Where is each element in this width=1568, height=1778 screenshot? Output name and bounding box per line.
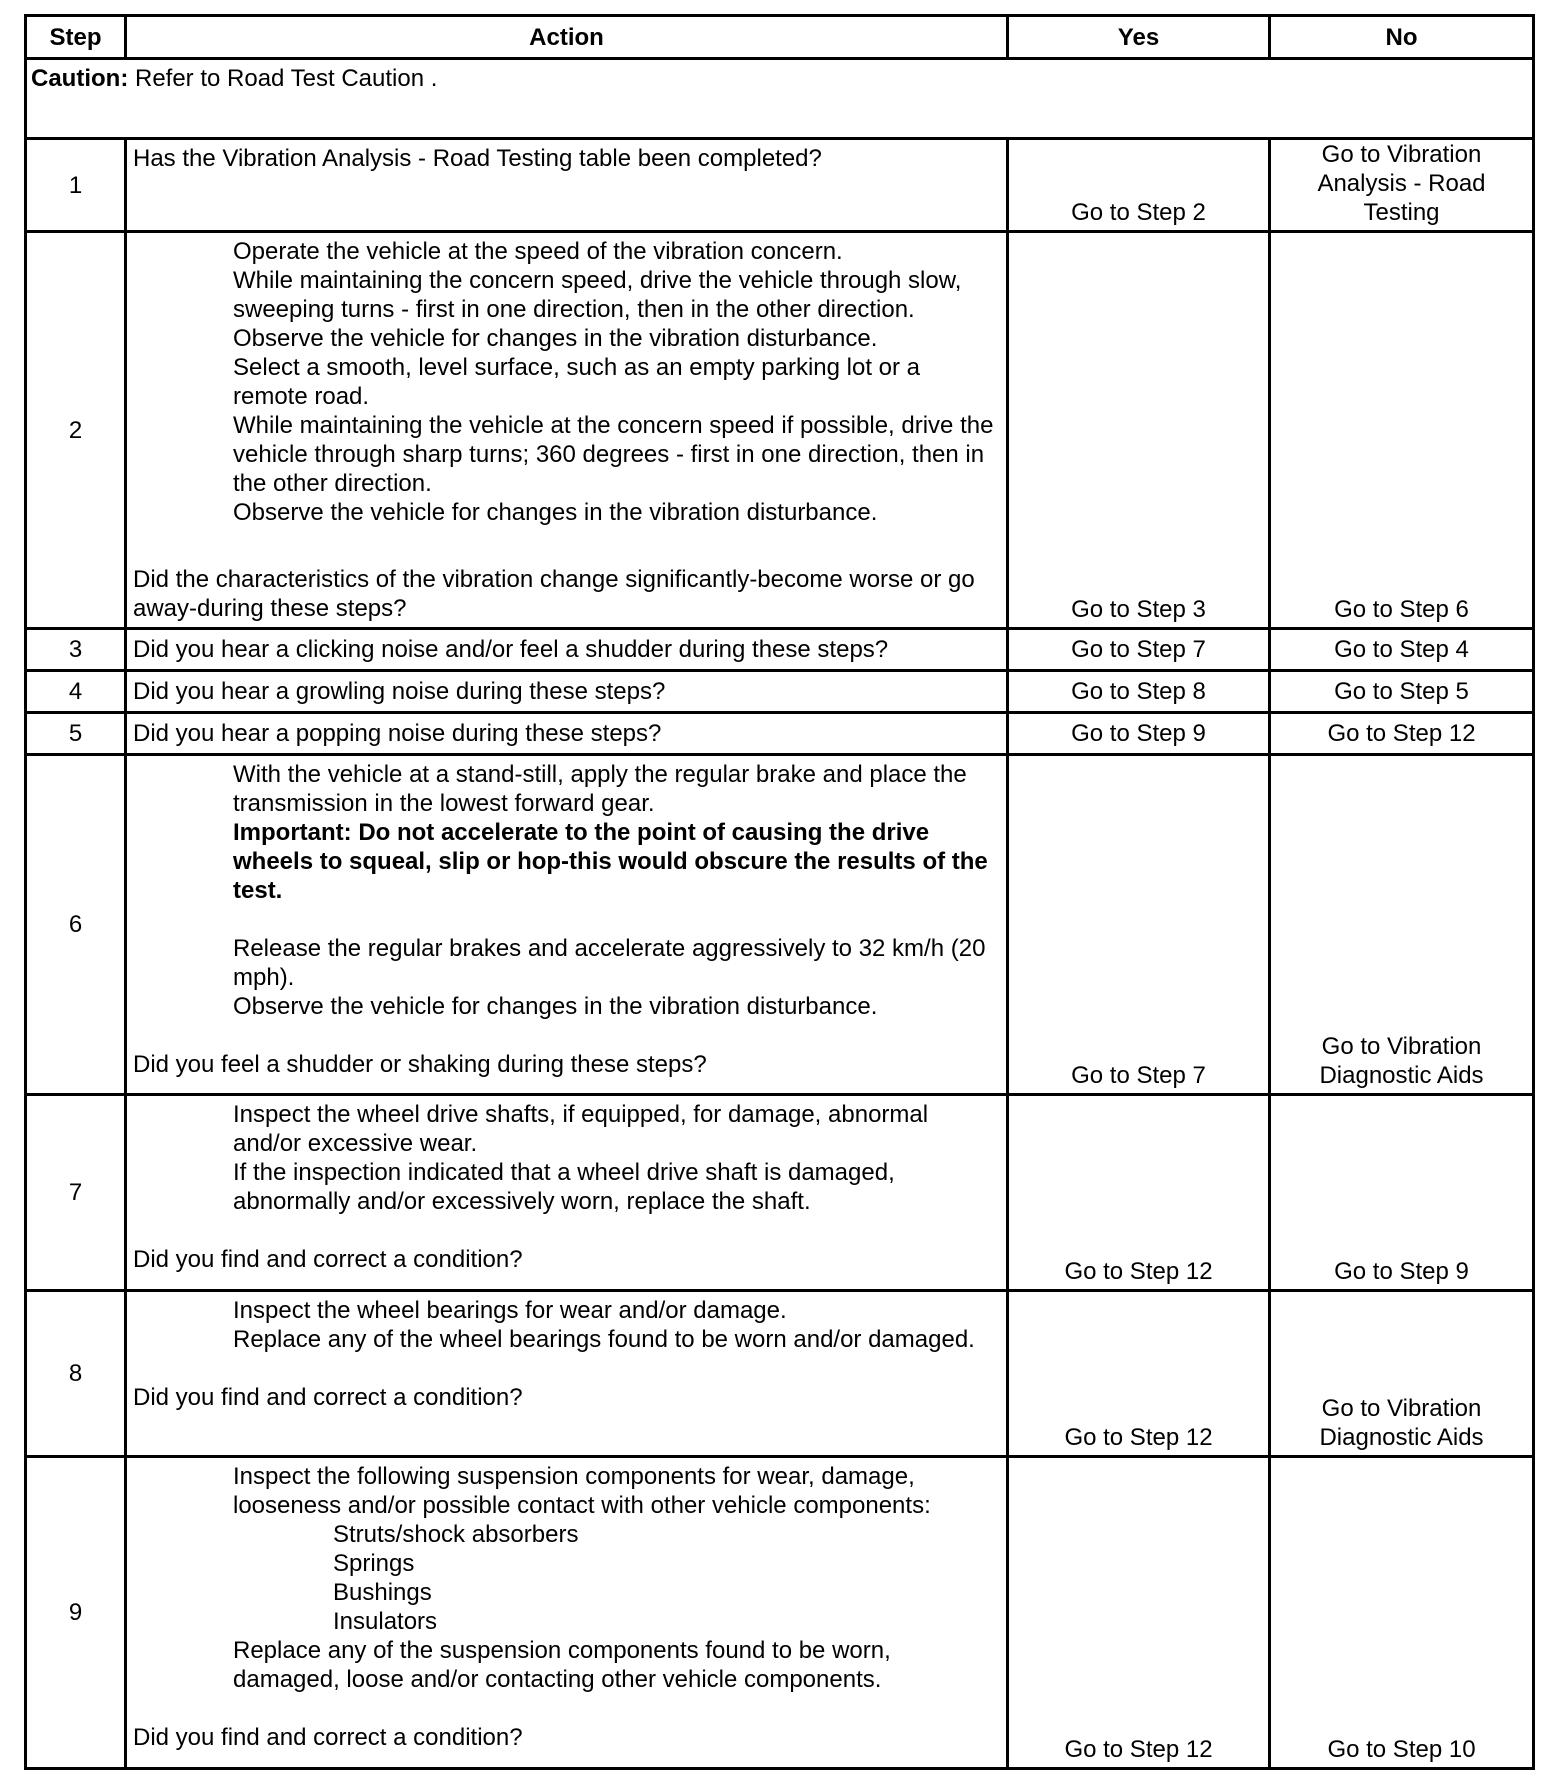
sub-item: Springs bbox=[333, 1550, 415, 1577]
yes-cell: Go to Step 3 bbox=[1008, 232, 1270, 629]
action-cell bbox=[126, 232, 1008, 629]
question: Did you hear a clicking noise and/or feel a shudder during these steps? bbox=[133, 636, 889, 663]
instruction: Observe the vehicle for changes in the vibration disturbance. bbox=[233, 993, 878, 1020]
no-cell: Go to Step 10 bbox=[1270, 1457, 1534, 1769]
question: Has the Vibration Analysis - Road Testing table been completed? bbox=[133, 145, 822, 172]
table-row bbox=[26, 1291, 1534, 1457]
instruction: Replace any of the suspension components found to be worn, damaged, loose and/or contacting other vehicle components. bbox=[233, 1637, 891, 1693]
caution-cell bbox=[26, 59, 1534, 139]
action-cell bbox=[126, 139, 1008, 232]
instruction: Observe the vehicle for changes in the vibration disturbance. bbox=[233, 499, 878, 526]
instruction: Operate the vehicle at the speed of the vibration concern. bbox=[233, 238, 843, 265]
instruction: Inspect the following suspension components for wear, damage, looseness and/or possible contact with other vehicle components: bbox=[233, 1463, 931, 1519]
no-cell: Go to Vibration Analysis - Road Testing bbox=[1270, 139, 1534, 232]
action-cell bbox=[126, 713, 1008, 755]
diagnostic-table bbox=[24, 14, 1535, 1770]
instruction: With the vehicle at a stand-still, apply the regular brake and place the transmission in the lowest forward gear. bbox=[233, 761, 967, 817]
question: Did you hear a growling noise during these steps? bbox=[133, 678, 666, 705]
step-number: 7 bbox=[26, 1095, 126, 1291]
action-cell bbox=[126, 629, 1008, 671]
step-number: 5 bbox=[26, 713, 126, 755]
question: Did you feel a shudder or shaking during these steps? bbox=[133, 1051, 707, 1078]
instruction: While maintaining the vehicle at the concern speed if possible, drive the vehicle through sharp turns; 360 degrees - first in one direction, then in the other direction. bbox=[233, 412, 994, 497]
sub-item: Struts/shock absorbers bbox=[333, 1521, 579, 1548]
yes-cell: Go to Step 2 bbox=[1008, 139, 1270, 232]
no-cell: Go to Step 12 bbox=[1270, 713, 1534, 755]
action-cell bbox=[126, 755, 1008, 1095]
no-cell: Go to Step 4 bbox=[1270, 629, 1534, 671]
table-row bbox=[26, 1095, 1534, 1291]
yes-cell: Go to Step 12 bbox=[1008, 1095, 1270, 1291]
instruction: While maintaining the concern speed, drive the vehicle through slow, sweeping turns - first in one direction, then in the other direction. bbox=[233, 267, 962, 323]
caution-label: Caution: bbox=[31, 65, 129, 92]
no-cell: Go to Vibration Diagnostic Aids bbox=[1270, 1291, 1534, 1457]
step-number: 6 bbox=[26, 755, 126, 1095]
header-action: Action bbox=[126, 16, 1008, 59]
yes-cell: Go to Step 12 bbox=[1008, 1457, 1270, 1769]
no-cell: Go to Step 6 bbox=[1270, 232, 1534, 629]
instruction: Release the regular brakes and accelerate aggressively to 32 km/h (20 mph). bbox=[233, 935, 986, 991]
question: Did you find and correct a condition? bbox=[133, 1246, 523, 1273]
important-note: Important: Do not accelerate to the point of causing the drive wheels to squeal, slip or hop-this would obscure the results of the test. bbox=[233, 819, 988, 904]
yes-cell: Go to Step 12 bbox=[1008, 1291, 1270, 1457]
yes-cell: Go to Step 8 bbox=[1008, 671, 1270, 713]
step-number: 8 bbox=[26, 1291, 126, 1457]
question: Did you hear a popping noise during these steps? bbox=[133, 720, 662, 747]
sub-item: Insulators bbox=[333, 1608, 438, 1635]
instruction: Inspect the wheel bearings for wear and/or damage. bbox=[233, 1297, 787, 1324]
question: Did you find and correct a condition? bbox=[133, 1384, 523, 1411]
instruction: Observe the vehicle for changes in the vibration disturbance. bbox=[233, 325, 878, 352]
step-number: 2 bbox=[26, 232, 126, 629]
instruction: Replace any of the wheel bearings found to be worn and/or damaged. bbox=[233, 1326, 975, 1353]
table-row bbox=[26, 1457, 1534, 1769]
table-row bbox=[26, 232, 1534, 629]
caution-row bbox=[26, 59, 1534, 139]
instruction: Inspect the wheel drive shafts, if equipped, for damage, abnormal and/or excessive wear. bbox=[233, 1101, 929, 1157]
action-cell bbox=[126, 1291, 1008, 1457]
no-cell: Go to Step 5 bbox=[1270, 671, 1534, 713]
sub-item: Bushings bbox=[333, 1579, 432, 1606]
action-cell bbox=[126, 1457, 1008, 1769]
header-row bbox=[26, 16, 1534, 59]
question: Did the characteristics of the vibration change significantly-become worse or go away-during these steps? bbox=[133, 566, 975, 622]
yes-cell: Go to Step 7 bbox=[1008, 629, 1270, 671]
no-cell: Go to Step 9 bbox=[1270, 1095, 1534, 1291]
step-number: 4 bbox=[26, 671, 126, 713]
header-step: Step bbox=[26, 16, 126, 59]
action-cell bbox=[126, 671, 1008, 713]
yes-cell: Go to Step 7 bbox=[1008, 755, 1270, 1095]
instruction: Select a smooth, level surface, such as an empty parking lot or a remote road. bbox=[233, 354, 921, 410]
instruction: If the inspection indicated that a wheel drive shaft is damaged, abnormally and/or excessively worn, replace the shaft. bbox=[233, 1159, 895, 1215]
yes-cell: Go to Step 9 bbox=[1008, 713, 1270, 755]
table-row bbox=[26, 713, 1534, 755]
table-row bbox=[26, 755, 1534, 1095]
question: Did you find and correct a condition? bbox=[133, 1724, 523, 1751]
caution-text: Refer to Road Test Caution . bbox=[128, 65, 438, 92]
table-row bbox=[26, 139, 1534, 232]
no-cell: Go to Vibration Diagnostic Aids bbox=[1270, 755, 1534, 1095]
step-number: 1 bbox=[26, 139, 126, 232]
header-yes: Yes bbox=[1008, 16, 1270, 59]
table-row bbox=[26, 671, 1534, 713]
table-row bbox=[26, 629, 1534, 671]
step-number: 9 bbox=[26, 1457, 126, 1769]
action-cell bbox=[126, 1095, 1008, 1291]
step-number: 3 bbox=[26, 629, 126, 671]
header-no: No bbox=[1270, 16, 1534, 59]
